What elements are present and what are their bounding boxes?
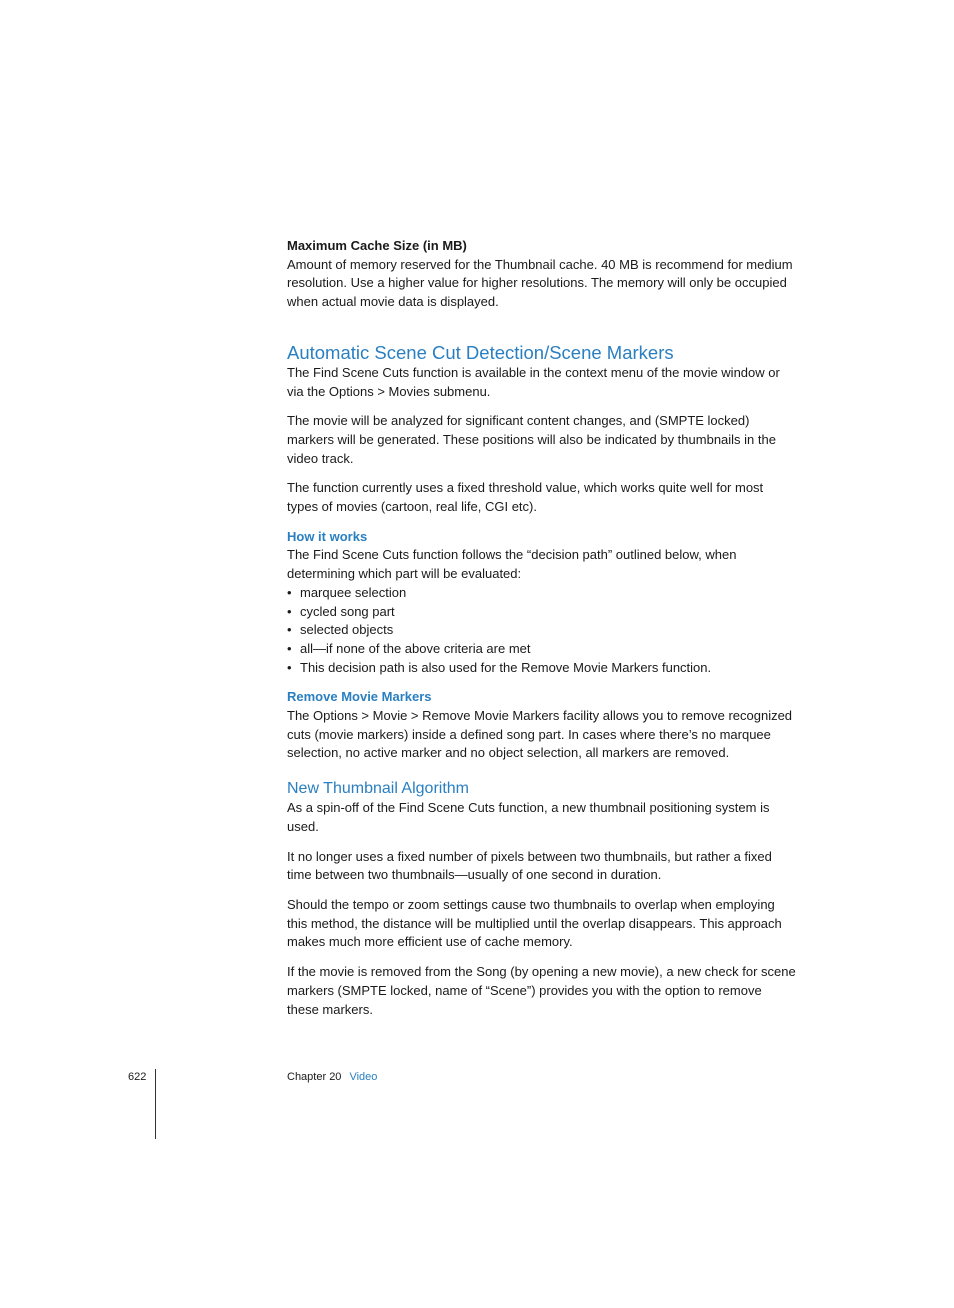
list-item: • marquee selection	[287, 584, 797, 603]
list-item: • cycled song part	[287, 603, 797, 622]
bullet-icon: •	[287, 603, 292, 619]
section-paragraph-1: The Find Scene Cuts function is available in the context menu of the movie window or via the Options > Movies submenu.	[287, 364, 780, 399]
definition-text: Amount of memory reserved for the Thumbnail cache. 40 MB is recommend for medium resolution. Use a higher value for higher resolutions. The memory will only be occupied when actual movie data is displayed.	[287, 256, 793, 310]
remove-markers-heading: Remove Movie Markers	[287, 689, 432, 705]
thumbnail-paragraph-3: Should the tempo or zoom settings cause two thumbnails to overlap when employing this method, the distance will be multiplied until the overlap disappears. This approach makes much more efficient use of cache memory.	[287, 896, 782, 950]
list-item: • This decision path is also used for the Remove Movie Markers function.	[287, 659, 797, 678]
page-number: 622	[128, 1071, 147, 1083]
list-item: • all—if none of the above criteria are met	[287, 640, 797, 659]
bullet-icon: •	[287, 640, 292, 656]
thumbnail-heading: New Thumbnail Algorithm	[287, 780, 470, 798]
bullet-icon: •	[287, 659, 292, 675]
thumbnail-paragraph-4: If the movie is removed from the Song (by opening a new movie), a new check for scene markers (SMPTE locked, name of “Scene”) provides you with the option to remove these markers.	[287, 964, 796, 1017]
definition-term: Maximum Cache Size (in MB)	[287, 238, 467, 253]
footer-rule	[155, 1069, 156, 1139]
list-item: • selected objects	[287, 621, 797, 640]
bullet-icon: •	[287, 584, 292, 600]
chapter-title: Video	[349, 1071, 378, 1083]
how-it-works-intro: The Find Scene Cuts function follows the “decision path” outlined below, when determining which part will be evaluated:	[287, 547, 737, 582]
bullet-icon: •	[287, 622, 292, 638]
decision-path-list	[287, 584, 797, 678]
thumbnail-paragraph-1: As a spin-off of the Find Scene Cuts function, a new thumbnail positioning system is used.	[287, 800, 770, 834]
footer-chapter	[287, 1070, 377, 1084]
chapter-label: Chapter 20	[287, 1071, 342, 1083]
how-it-works-heading: How it works	[287, 528, 368, 544]
section-paragraph-3: The function currently uses a fixed threshold value, which works quite well for most types of movies (cartoon, real life, CGI etc).	[287, 480, 764, 515]
section-heading: Automatic Scene Cut Detection/Scene Markers	[287, 341, 674, 363]
section-paragraph-2: The movie will be analyzed for significant content changes, and (SMPTE locked) markers will be generated. These positions will also be indicated by thumbnails in the video track.	[287, 413, 776, 466]
page-content	[287, 237, 797, 1030]
thumbnail-paragraph-2: It no longer uses a fixed number of pixels between two thumbnails, but rather a fixed time between two thumbnails—usually of one second in duration.	[287, 848, 772, 883]
remove-markers-text: The Options > Movie > Remove Movie Markers facility allows you to remove recognized cuts (movie markers) inside a defined song part. In cases where there’s no marquee selection, no active marker and no object selection, all markers are removed.	[287, 708, 793, 761]
